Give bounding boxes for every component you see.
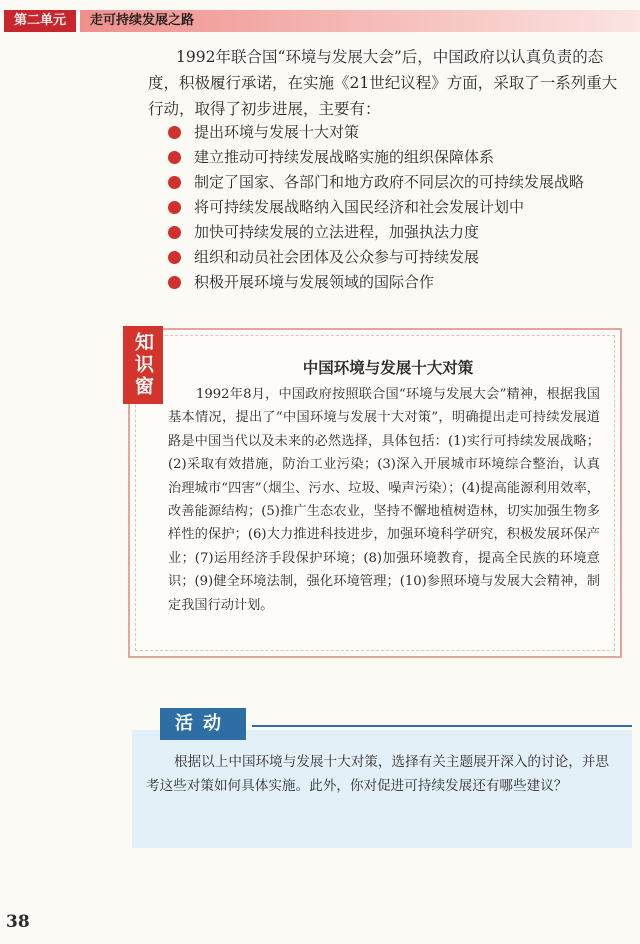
- bullet-icon: [168, 151, 181, 164]
- list-item-text: 加快可持续发展的立法进程，加强执法力度: [194, 223, 480, 241]
- list-item: [168, 195, 628, 220]
- list-item: [168, 220, 628, 245]
- measures-list: [168, 120, 628, 295]
- intro-paragraph: 1992年联合国“环境与发展大会”后，中国政府以认真负责的态度，积极履行承诺，在实施《21世纪议程》方面，采取了一系列重大行动，取得了初步进展，主要有：: [148, 48, 618, 118]
- list-item-text: 积极开展环境与发展领域的国际合作: [194, 273, 435, 291]
- knowledge-window-body: 1992年8月，中国政府按照联合国“环境与发展大会”精神，根据我国基本情况，提出了“中国环境与发展十大对策”，明确提出走可持续发展道路是中国当代以及未来的必然选择，具体包括：(1)实行可持续发展战略；(2)采取有效措施，防治工业污染；(3)深入开展城市环境综合整治，认真治理城市“四害”（烟尘、污水、垃圾、噪声污染）；(4)提高能源利用效率，改善能源结构；(5)推广生态农业，坚持不懈地植树造林，切实加强生物多样性的保护；(6)大力推进科技进步，加强环境科学研究，积极发展环保产业；(7)运用经济手段保护环境；(8)加强环境教育，提高全民族的环境意识；(9)健全环境法制，强化环境管理；(10)参照环境与发展大会精神，制定我国行动计划。: [168, 387, 600, 613]
- list-item-text: 建立推动可持续发展战略实施的组织保障体系: [194, 148, 495, 166]
- activity-tag: 活动: [160, 708, 246, 740]
- bullet-icon: [168, 176, 181, 189]
- activity-rule: [252, 725, 632, 727]
- knowledge-window-title: 中国环境与发展十大对策: [302, 358, 474, 377]
- list-item: [168, 245, 628, 270]
- page-number: 38: [6, 912, 30, 932]
- bullet-icon: [168, 126, 181, 139]
- list-item-text: 制定了国家、各部门和地方政府不同层次的可持续发展战略: [194, 173, 585, 191]
- bullet-icon: [168, 226, 181, 239]
- activity-text: 根据以上中国环境与发展十大对策，选择有关主题展开深入的讨论，并思考这些对策如何具体实施。此外，你对促进可持续发展还有哪些建议？: [146, 754, 609, 794]
- knowledge-window-tag: 知识窗: [123, 326, 163, 404]
- bullet-icon: [168, 251, 181, 264]
- bullet-icon: [168, 201, 181, 214]
- list-item: [168, 170, 628, 195]
- list-item-text: 将可持续发展战略纳入国民经济和社会发展计划中: [194, 198, 525, 216]
- page-header: [0, 10, 640, 32]
- unit-label: 第二单元: [4, 10, 76, 32]
- list-item-text: 组织和动员社会团体及公众参与可持续发展: [194, 248, 480, 266]
- list-item-text: 提出环境与发展十大对策: [194, 123, 360, 141]
- list-item: [168, 145, 628, 170]
- bullet-icon: [168, 276, 181, 289]
- list-item: [168, 270, 628, 295]
- chapter-title: 走可持续发展之路: [80, 10, 640, 32]
- list-item: [168, 120, 628, 145]
